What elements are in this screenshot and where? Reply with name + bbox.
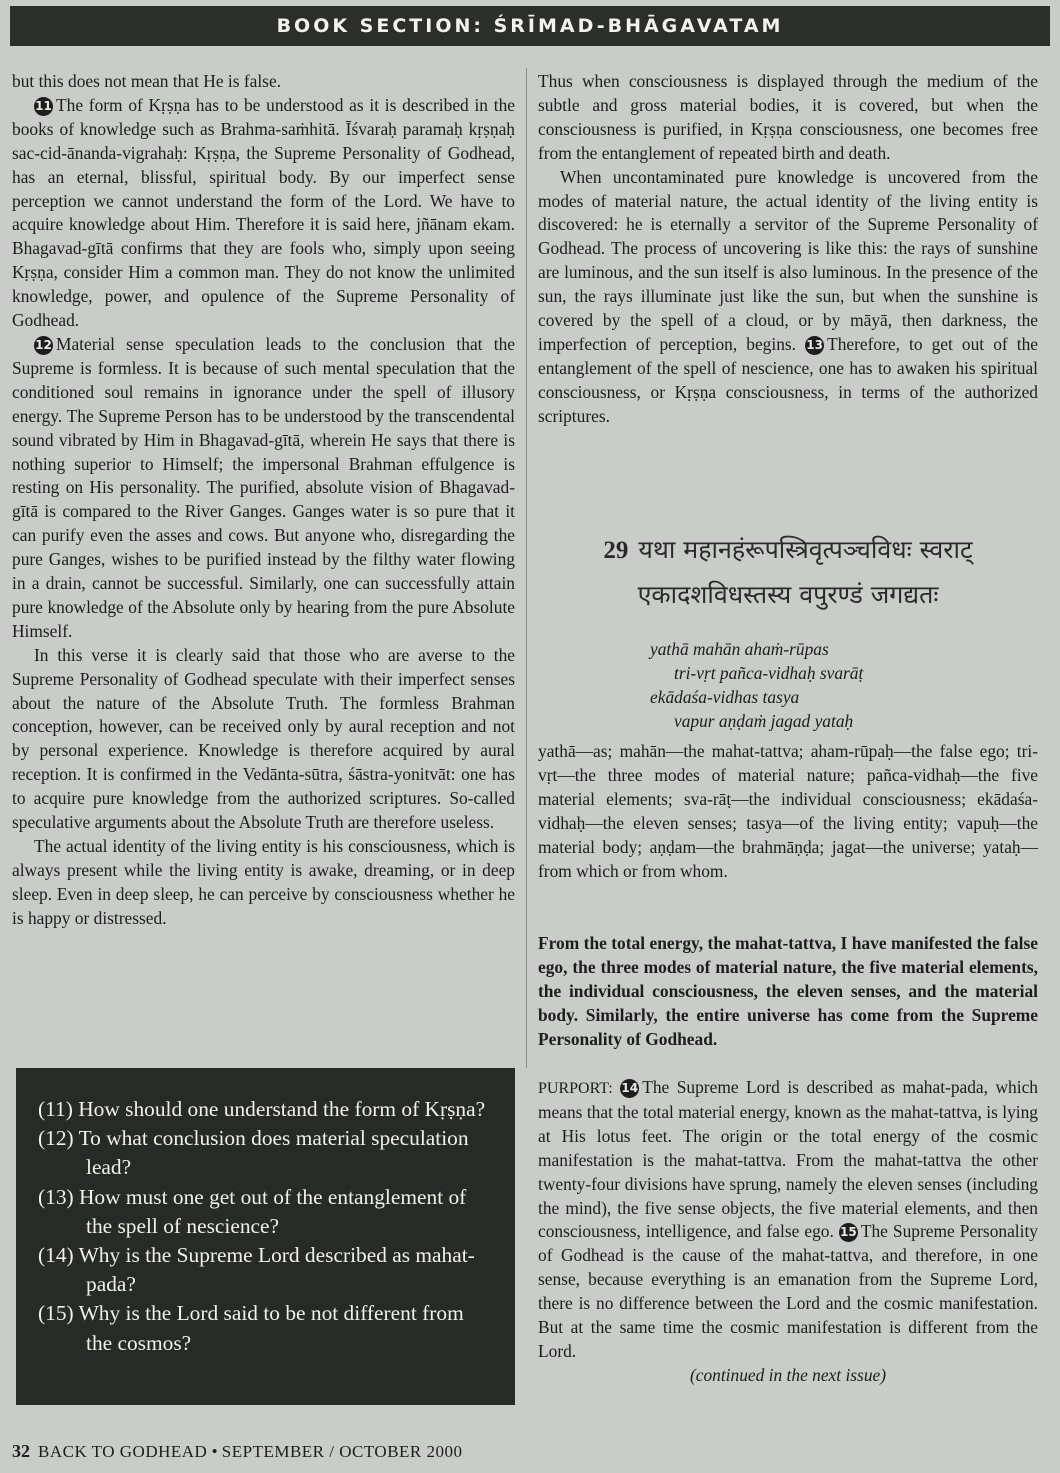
question-marker-15: 15 (839, 1223, 858, 1242)
paragraph-text: The form of Kṛṣṇa has to be understood as it is described in the books of knowledge such as Brahma-saṁhitā. Īśvaraḥ paramaḥ kṛṣṇaḥ sac-cid-ānanda-vigrahaḥ: Kṛṣṇa, the Supreme Personality of Godhead, has an eternal, blissful, spiritual body. By our imperfect sense perception we cannot understand the form of the Lord. We have to acquire knowledge about Him. Therefore it is said here, jñānam ekam. Bhagavad-gītā confirms that they are fools who, simply upon seeing Kṛṣṇa, consider Him a common man. They do not know the unlimited knowledge, power, and opulence of the Supreme Personality of Godhead. (12, 94, 515, 331)
question-marker-14: 14 (620, 1079, 639, 1098)
verse-translation: From the total energy, the mahat-tattva, I have manifested the false ego, the three modes of material nature, the five material elements, the individual consciousness, the eleven senses, and the material body. Similarly, the entire universe has come from the Supreme Personality of Godhead. (538, 933, 1038, 1049)
translit-line: tri-vṛt pañca-vidhaḥ svarāṭ (674, 663, 864, 683)
magazine-title: BACK TO GODHEAD (38, 1442, 208, 1461)
verse-number: 29 (603, 537, 629, 564)
paragraph (12, 94, 515, 333)
question-item: (15) Why is the Lord said to be not different from the cosmos? (38, 1301, 464, 1355)
paragraph-text: Therefore, to get out of the entanglement of the spell of nescience, one has to awaken his spiritual consciousness, or Kṛṣṇa consciousness, in terms of the authorized scriptures. (538, 333, 1038, 426)
question-item: (12) To what conclusion does material speculation lead? (38, 1126, 469, 1180)
page-number: 32 (12, 1441, 30, 1461)
word-synonyms: yathā—as; mahān—the mahat-tattva; aham-rūpaḥ—the false ego; tri-vṛt—the three modes of material nature; pañca-vidhaḥ—the five material elements; sva-rāṭ—the individual consciousness; ekādaśa-vidhaḥ—the eleven senses; tasya—of the living entity; vapuḥ—the material body; aṇḍam—the brahmāṇḍa; jagat—the universe; yataḥ—from which or from whom. (538, 741, 1038, 881)
page-footer (12, 1440, 712, 1463)
purport (538, 1076, 1038, 1388)
paragraph: Thus when consciousness is displayed through the medium of the subtle and gross material bodies, it is covered, but when the consciousness is purified, in Kṛṣṇa consciousness, one becomes free from the entanglement of repeated birth and death. (538, 71, 1038, 163)
column-divider (526, 68, 527, 1068)
transliteration (538, 637, 1038, 733)
continued-note: (continued in the next issue) (689, 1364, 887, 1385)
question-marker-12: 12 (34, 336, 53, 355)
paragraph: In this verse it is clearly said that those who are averse to the Supreme Personality of Godhead speculate with their imperfect senses about the nature of the Absolute Truth. The formless Brahman conception, however, can be received only by aural reception and not by personal experience. Knowledge is therefore acquired by aural reception. It is confirmed in the Vedānta-sūtra, śāstra-yonitvāt: one has to acquire pure knowledge from the authorized scriptures. So-called speculative arguments about the Absolute Truth are therefore useless. (12, 644, 515, 833)
question-marker-13: 13 (805, 336, 824, 355)
question-item: (14) Why is the Supreme Lord described as mahat-pada? (38, 1243, 475, 1297)
devanagari-line-1: यथा महानहंरूपस्त्रिवृत्पञ्चविधः स्वराट् (638, 535, 973, 564)
paragraph: The actual identity of the living entity is his consciousness, which is always present while the living entity is awake, dreaming, or in deep sleep. Even in deep sleep, he can perceive by consciousness whether he is happy or distressed. (12, 836, 515, 928)
paragraph-text: When uncontaminated pure knowledge is uncovered from the modes of material nature, the actual identity of the living entity is discovered: he is eternally a servitor of the Supreme Personality of Godhead. The process of uncovering is like this: the rays of sunshine are luminous, and the sun itself is also luminous. In the presence of the sun, the rays illuminate just like the sun, but when the sunshine is covered by the spell of a cloud, or by māyā, then darkness, the imperfection of perception, begins. (538, 166, 1038, 354)
question-item: (11) How should one understand the form of Kṛṣṇa? (38, 1097, 486, 1121)
paragraph (12, 333, 515, 644)
question-item: (13) How must one get out of the entanglement of the spell of nescience? (38, 1184, 467, 1238)
verse-block (538, 528, 1038, 733)
translit-line: yathā mahān ahaṁ-rūpas (650, 639, 829, 659)
paragraph: but this does not mean that He is false. (12, 71, 282, 91)
purport-text: The Supreme Personality of Godhead is the cause of the mahat-tattva, and therefore, in one sense, because everything is an emanation from the Supreme Lord, there is no difference between the Lord and the cosmic manifestation. But at the same time the cosmic manifestation is different from the Lord. (538, 1221, 1038, 1361)
purport-text: The Supreme Lord is described as mahat-pada, which means that the total material energy, known as the mahat-tattva, is lying at His lotus feet. The origin or the total energy of the cosmic manifestation is the mahat-tattva. From the mahat-tattva the other twenty-four divisions have sprung, namely the eleven senses (including the mind), the five sense objects, the five material elements, and then consciousness, intelligence, and false ego. (538, 1077, 1038, 1242)
paragraph (538, 166, 1038, 429)
purport-label: PURPORT: (538, 1080, 613, 1097)
left-column (12, 70, 515, 931)
devanagari-line-2: एकादशविधस्तस्य वपुरण्डं जगद्यतः (637, 580, 939, 609)
question-marker-11: 11 (34, 97, 53, 116)
right-column (538, 70, 1038, 429)
translit-line: ekādaśa-vidhas tasya (650, 687, 800, 707)
translit-line: vapur aṇḍaṁ jagad yataḥ (674, 711, 854, 731)
study-questions-box (16, 1068, 515, 1405)
sanskrit-verse (538, 528, 1038, 617)
section-header (10, 6, 1050, 46)
footer-separator: • (211, 1442, 218, 1461)
section-title: BOOK SECTION: ŚRĪMAD-BHĀGAVATAM (276, 15, 784, 37)
issue-date: SEPTEMBER / OCTOBER 2000 (221, 1442, 463, 1461)
paragraph-text: Material sense speculation leads to the conclusion that the Supreme is formless. It is because of such mental speculation that the conditioned soul remains in ignorance under the spell of illusory energy. The Supreme Person has to be understood by the transcendental sound vibrated by Him in Bhagavad-gītā, wherein He says that there is nothing superior to Himself; the impersonal Brahman effulgence is resting on His personality. The purified, absolute vision of Bhagavad-gītā is compared to the River Ganges. Ganges water is so pure that it can purify even the asses and cows. But anyone who, disregarding the pure Ganges, wishes to be purified instead by the filthy water flowing in a drain, cannot be successful. Similarly, one can successfully attain pure knowledge of the Absolute only by hearing from the pure Absolute Himself. (12, 333, 515, 641)
